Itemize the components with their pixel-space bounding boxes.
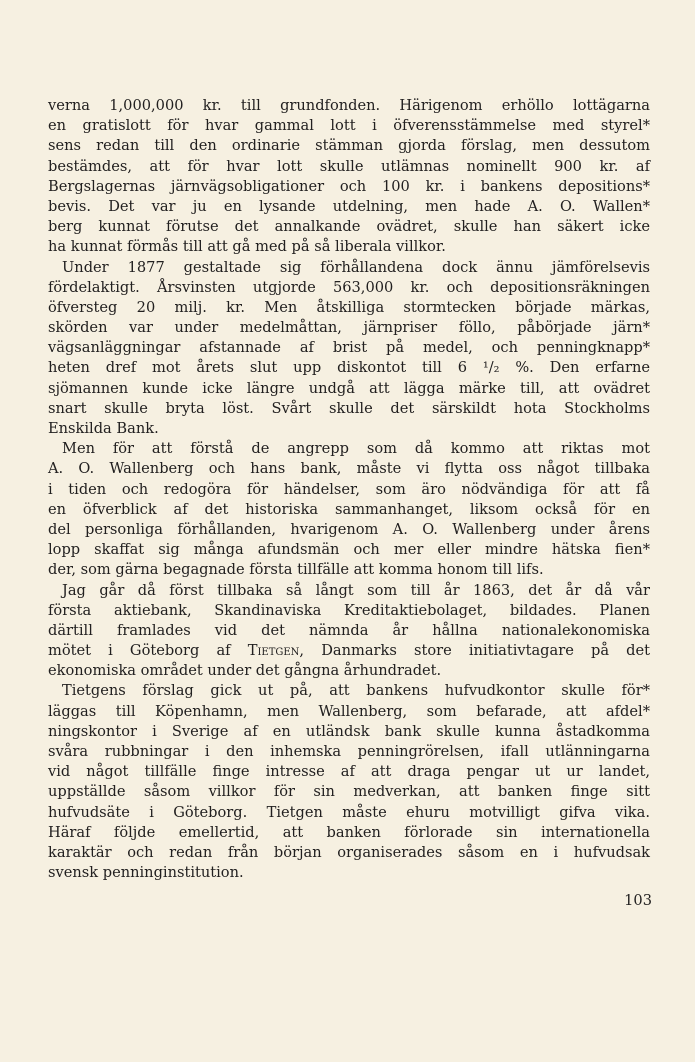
small-caps-name: Tietgen (247, 642, 300, 660)
text-line: der, som gärna begagnade första tillfälle att komma honom till lifs. (48, 561, 544, 579)
text-line: fördelaktigt. Årsvinsten utgjorde 563,000 kr. och depositionsräkningen (48, 278, 650, 296)
text-line: bestämdes, att för hvar lott skulle utlämnas nominellt 900 kr. af (48, 157, 650, 175)
text-line: sens redan till den ordinarie stämman gjorda förslag, men dessutom (48, 137, 650, 155)
text-line: karaktär och redan från början organiserades såsom en i hufvudsak (48, 843, 650, 861)
text-line: hufvudsäte i Göteborg. Tietgen måste ehuru motvilligt gifva vika. (48, 803, 650, 821)
text-line: heten dref mot årets slut upp diskontot till 6 ¹/₂ %. Den erfarne (48, 359, 650, 377)
text-line: Jag går då först tillbaka så långt som till år 1863, det år då vår (62, 581, 650, 599)
text-line: mötet i Göteborg af Tietgen, Danmarks store initiativtagare på det (48, 642, 650, 660)
text-line: uppställde såsom villkor för sin medverkan, att banken finge sitt (48, 783, 650, 801)
text-line: ha kunnat förmås till att gå med på så liberala villkor. (48, 238, 446, 256)
text-line: lopp skaffat sig många afundsmän och mer eller mindre hätska fien* (48, 541, 650, 559)
text-line: bevis. Det var ju en lysande utdelning, men hade A. O. Wallen* (48, 197, 650, 215)
text-line: A. O. Wallenberg och hans bank, måste vi flytta oss något tillbaka (48, 460, 650, 478)
text-line: ekonomiska området under det gångna århundradet. (48, 662, 442, 680)
text-line: snart skulle bryta löst. Svårt skulle det särskildt hota Stockholms (48, 399, 650, 417)
text-line: Enskilda Bank. (48, 420, 159, 437)
text-line: Bergslagernas järnvägsobligationer och 100 kr. i bankens depositions* (48, 177, 650, 195)
body-text (48, 96, 650, 883)
text-line: svensk penninginstitution. (48, 864, 244, 882)
text-line: första aktiebank, Skandinaviska Kreditaktiebolaget, bildades. Planen (48, 601, 650, 619)
page-number: 103 (624, 892, 652, 909)
text-line: svåra rubbningar i den inhemska penningrörelsen, ifall utlänningarna (48, 743, 650, 760)
text-line: Häraf följde emellertid, att banken förlorade sin internationella (48, 823, 650, 841)
text-line: i tiden och redogöra för händelser, som äro nödvändiga för att få (48, 480, 650, 498)
text-line: en öfverblick af det historiska sammanhanget, liksom också för en (48, 500, 650, 518)
text-line: verna 1,000,000 kr. till grundfonden. Härigenom erhöllo lottägarna (48, 97, 650, 114)
text-line: Tietgens förslag gick ut på, att bankens hufvudkontor skulle för* (62, 682, 650, 700)
text-line: Men för att förstå de angrepp som då kommo att riktas mot (62, 440, 650, 458)
text-line: öfversteg 20 milj. kr. Men åtskilliga stormtecken började märkas, (48, 298, 650, 316)
text-line: ningskontor i Sverige af en utländsk bank skulle kunna åstadkomma (48, 722, 650, 740)
text-line: vid något tillfälle finge intresse af att draga pengar ut ur landet, (48, 763, 650, 781)
text-line: en gratislott för hvar gammal lott i öfverensstämmelse med styrel* (48, 117, 650, 135)
text-line: sjömannen kunde icke längre undgå att lägga märke till, att ovädret (48, 379, 650, 397)
text-line: läggas till Köpenhamn, men Wallenberg, som befarade, att afdel* (48, 702, 650, 720)
text-line: vägsanläggningar afstannade af brist på medel, och penningknapp* (48, 339, 650, 357)
text-line: berg kunnat förutse det annalkande ovädret, skulle han säkert icke (48, 218, 650, 236)
text-line: därtill framlades vid det nämnda år hållna nationalekonomiska (48, 621, 650, 639)
text-line: del personliga förhållanden, hvarigenom A. O. Wallenberg under årens (48, 520, 650, 538)
text-line: Under 1877 gestaltade sig förhållandena dock ännu jämförelsevis (62, 258, 650, 276)
text-line: skörden var under medelmåttan, järnpriser föllo, påbörjade järn* (48, 319, 650, 337)
